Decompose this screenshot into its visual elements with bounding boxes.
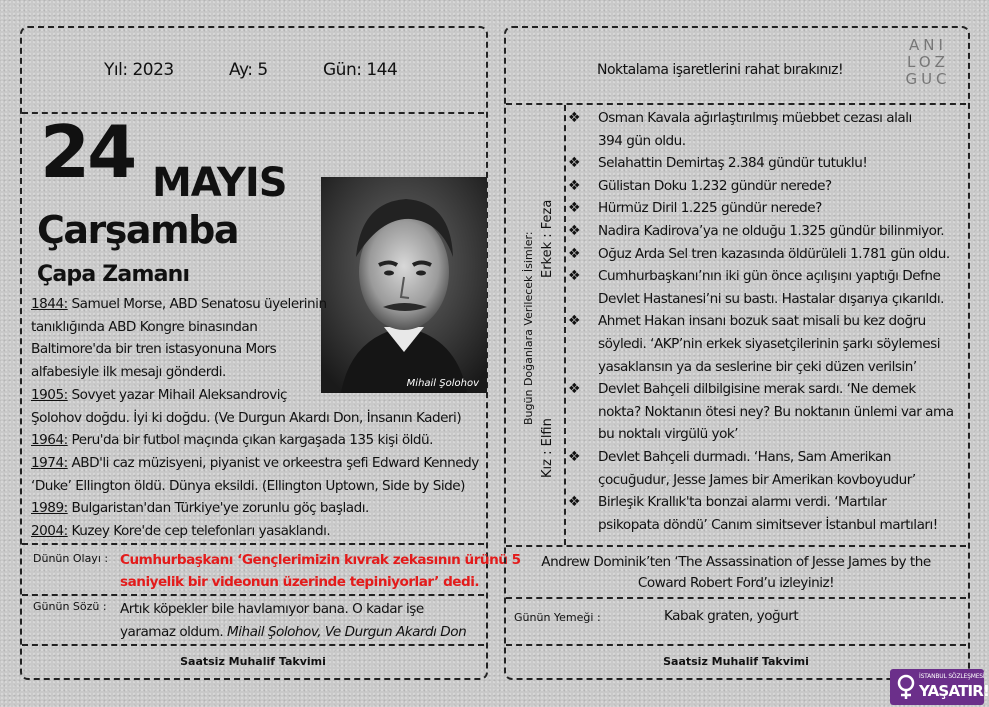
news-item xyxy=(568,107,973,152)
news-item-line: psikopata döndü’ Canım simitsever İstanbul martıları! xyxy=(598,516,938,533)
news-item xyxy=(568,310,973,378)
month-name: MAYIS xyxy=(152,160,287,206)
event-year: 1844: xyxy=(31,296,68,312)
event-year: 1964: xyxy=(31,432,68,449)
olay-line-1: Cumhurbaşkanı ‘Gençlerimizin kıvrak zekasının ürünü 5 xyxy=(120,552,521,568)
event-year: 1974: xyxy=(31,454,68,471)
news-item xyxy=(568,197,973,220)
left-olay-divider xyxy=(22,543,484,545)
brand-line: GUC xyxy=(905,70,951,88)
badge-line-1: İSTANBUL SÖZLEŞMESİ xyxy=(919,673,985,680)
diamond-bullet-icon: ❖ xyxy=(568,110,581,126)
event-year: 1989: xyxy=(31,500,68,517)
event-year: 1905: xyxy=(31,386,68,403)
brand-line: LOZ xyxy=(907,53,949,71)
diamond-bullet-icon: ❖ xyxy=(568,268,581,285)
yemek-label: Günün Yemeği : xyxy=(514,611,601,624)
event-year: 2004: xyxy=(31,523,68,540)
event-1989 xyxy=(31,497,481,520)
soz-line-2: yaramaz oldum. xyxy=(120,624,228,640)
photo-caption: Mihail Şolohov xyxy=(406,378,479,389)
left-soz-divider xyxy=(22,594,484,596)
soz-text xyxy=(120,598,466,644)
event-1964 xyxy=(31,429,481,452)
badge-line-2: YAŞATIR! xyxy=(919,682,989,700)
news-item-line: çocuğudur, Jesse James bir Amerikan kovboyudur’ xyxy=(598,471,916,488)
diamond-bullet-icon: ❖ xyxy=(568,494,581,511)
event-1844 xyxy=(31,293,481,384)
olay-text xyxy=(120,549,521,593)
event-text: Kuzey Kore'de cep telefonları yasaklandı. xyxy=(67,523,331,540)
events-list xyxy=(31,293,481,543)
day-number: 24 xyxy=(40,110,135,194)
month-label: Ay: 5 xyxy=(229,60,268,80)
news-item-line: Hürmüz Diril 1.225 gündür nerede? xyxy=(598,200,822,217)
film-recommendation xyxy=(506,552,966,594)
female-symbol-icon xyxy=(895,674,917,700)
right-list-divider xyxy=(506,545,966,547)
yemek-label-text: Günün Yemeği xyxy=(514,611,594,624)
event-2004 xyxy=(31,520,481,543)
event-text: ‘Duke’ Ellington öldü. Dünya eksildi. (Ellington Uptown, Side by Side) xyxy=(31,477,465,494)
diamond-bullet-icon: ❖ xyxy=(568,381,581,398)
news-item xyxy=(568,175,973,198)
event-1974 xyxy=(31,452,481,497)
diamond-bullet-icon: ❖ xyxy=(568,313,581,330)
news-item xyxy=(568,265,973,310)
right-film-divider xyxy=(506,597,966,599)
news-item-line: Ahmet Hakan insanı bozuk saat misali bu kez doğru xyxy=(598,313,926,330)
news-item-line: Gülistan Doku 1.232 gündür nerede? xyxy=(598,177,832,194)
brand-logo xyxy=(903,37,953,88)
olay-label: Dünün Olayı : xyxy=(33,552,109,565)
diamond-bullet-icon: ❖ xyxy=(568,222,581,239)
event-1905 xyxy=(31,384,481,429)
olay-line-2: saniyelik bir videonun üzerinde tepiniyorlar’ dedi. xyxy=(120,574,480,590)
news-item xyxy=(568,243,973,266)
event-text: Peru'da bir futbol maçında çıkan kargaşada 135 kişi öldü. xyxy=(67,432,433,449)
diamond-bullet-icon: ❖ xyxy=(568,155,581,172)
news-item-line: Birleşik Krallık'ta bonzai alarmı verdi. ‘Martılar xyxy=(598,494,887,511)
right-header-divider xyxy=(506,103,966,105)
news-item xyxy=(568,491,973,536)
film-line-1: Andrew Dominik’ten ‘The Assassination of Jesse James by the xyxy=(541,554,931,570)
news-item xyxy=(568,446,973,491)
event-text: Şolohov doğdu. İyi ki doğdu. (Ve Durgun Akardı Don, İnsanın Kaderi) xyxy=(31,409,462,426)
year-label: Yıl: 2023 xyxy=(104,60,174,80)
names-divider xyxy=(564,105,566,545)
diamond-bullet-icon: ❖ xyxy=(568,448,581,465)
news-item-line: Cumhurbaşkanı’nın iki gün önce açılışını yaptığı Defne xyxy=(598,268,941,285)
news-item-line: Devlet Hastanesi’ni su bastı. Hastalar dışarıya çıkarıldı. xyxy=(598,290,944,307)
subtitle: Çapa Zamanı xyxy=(37,262,190,287)
right-header: Noktalama işaretlerini rahat bırakınız! xyxy=(597,62,844,78)
news-item-line: yasaklansın ya da seslerine bir çeki düzen verilsin’ xyxy=(598,358,917,375)
left-footer-divider xyxy=(22,644,484,646)
yemek-text: Kabak graten, yoğurt xyxy=(664,608,799,624)
diamond-bullet-icon: ❖ xyxy=(568,200,581,217)
news-item-line: Nadira Kadirova’ya ne olduğu 1.325 gündür bilinmiyor. xyxy=(598,222,945,239)
right-footer-divider xyxy=(506,644,966,646)
right-footer: Saatsiz Muhalif Takvimi xyxy=(663,655,809,668)
event-text: Sovyet yazar Mihail Aleksandroviç xyxy=(67,386,288,403)
event-text: Baltimore'da bir tren istasyonuna Mors xyxy=(31,341,277,358)
news-item-line: 394 gün oldu. xyxy=(598,132,686,149)
soz-label-text: Günün Sözü xyxy=(33,600,100,613)
soz-author: Mihail Şolohov, Ve Durgun Akardı Don xyxy=(227,624,467,640)
day-of-year-label: Gün: 144 xyxy=(323,60,398,80)
news-item xyxy=(568,152,973,175)
news-item-line: nokta? Noktanın ötesi ney? Bu noktanın ünlemi var ama xyxy=(598,403,954,420)
diamond-bullet-icon: ❖ xyxy=(568,245,581,262)
news-item xyxy=(568,378,973,446)
olay-label-text: Dünün Olayı xyxy=(33,552,101,565)
brand-line: ANI xyxy=(909,36,947,54)
male-name: Erkek : Feza xyxy=(540,199,555,278)
news-item-line: Devlet Bahçeli durmadı. ‘Hans, Sam Amerikan xyxy=(598,448,891,465)
istanbul-convention-badge xyxy=(890,669,989,705)
event-text: Bulgaristan'dan Türkiye'ye zorunlu göç başladı. xyxy=(67,500,369,517)
soz-line-1: Artık köpekler bile havlamıyor bana. O kadar işe xyxy=(120,601,424,617)
soz-label: Günün Sözü : xyxy=(33,600,107,613)
news-item-line: söyledi. ‘AKP’nin erkek siyasetçilerinin şarkı söylemesi xyxy=(598,335,941,352)
diamond-bullet-icon: ❖ xyxy=(568,177,581,194)
event-text: Samuel Morse, ABD Senatosu üyelerinin xyxy=(67,296,327,312)
female-name: Kız : Elfin xyxy=(540,418,555,478)
news-item-line: Osman Kavala ağırlaştırılmış müebbet cezası alalı xyxy=(598,110,912,126)
event-text: tanıklığında ABD Kongre binasından xyxy=(31,318,258,335)
news-list xyxy=(568,107,973,536)
left-footer: Saatsiz Muhalif Takvimi xyxy=(180,655,326,668)
news-item-line: bu noktalı virgülü yok’ xyxy=(598,426,739,443)
news-item-line: Selahattin Demirtaş 2.384 gündür tutuklu! xyxy=(598,155,868,172)
event-text: ABD'li caz müzisyeni, piyanist ve orkeestra şefi Edward Kennedy xyxy=(67,454,479,471)
news-item-line: Devlet Bahçeli dilbilgisine merak sardı. ‘Ne demek xyxy=(598,381,916,398)
news-item xyxy=(568,220,973,243)
film-line-2: Coward Robert Ford’u izleyiniz! xyxy=(637,575,835,591)
names-title: Bugün Doğanlara Verilecek İsimler: xyxy=(522,231,535,425)
weekday: Çarşamba xyxy=(37,208,238,252)
news-item-line: Oğuz Arda Sel tren kazasında öldürüleli 1.781 gün oldu. xyxy=(598,245,950,262)
event-text: alfabesiyle ilk mesajı gönderdi. xyxy=(31,364,226,381)
